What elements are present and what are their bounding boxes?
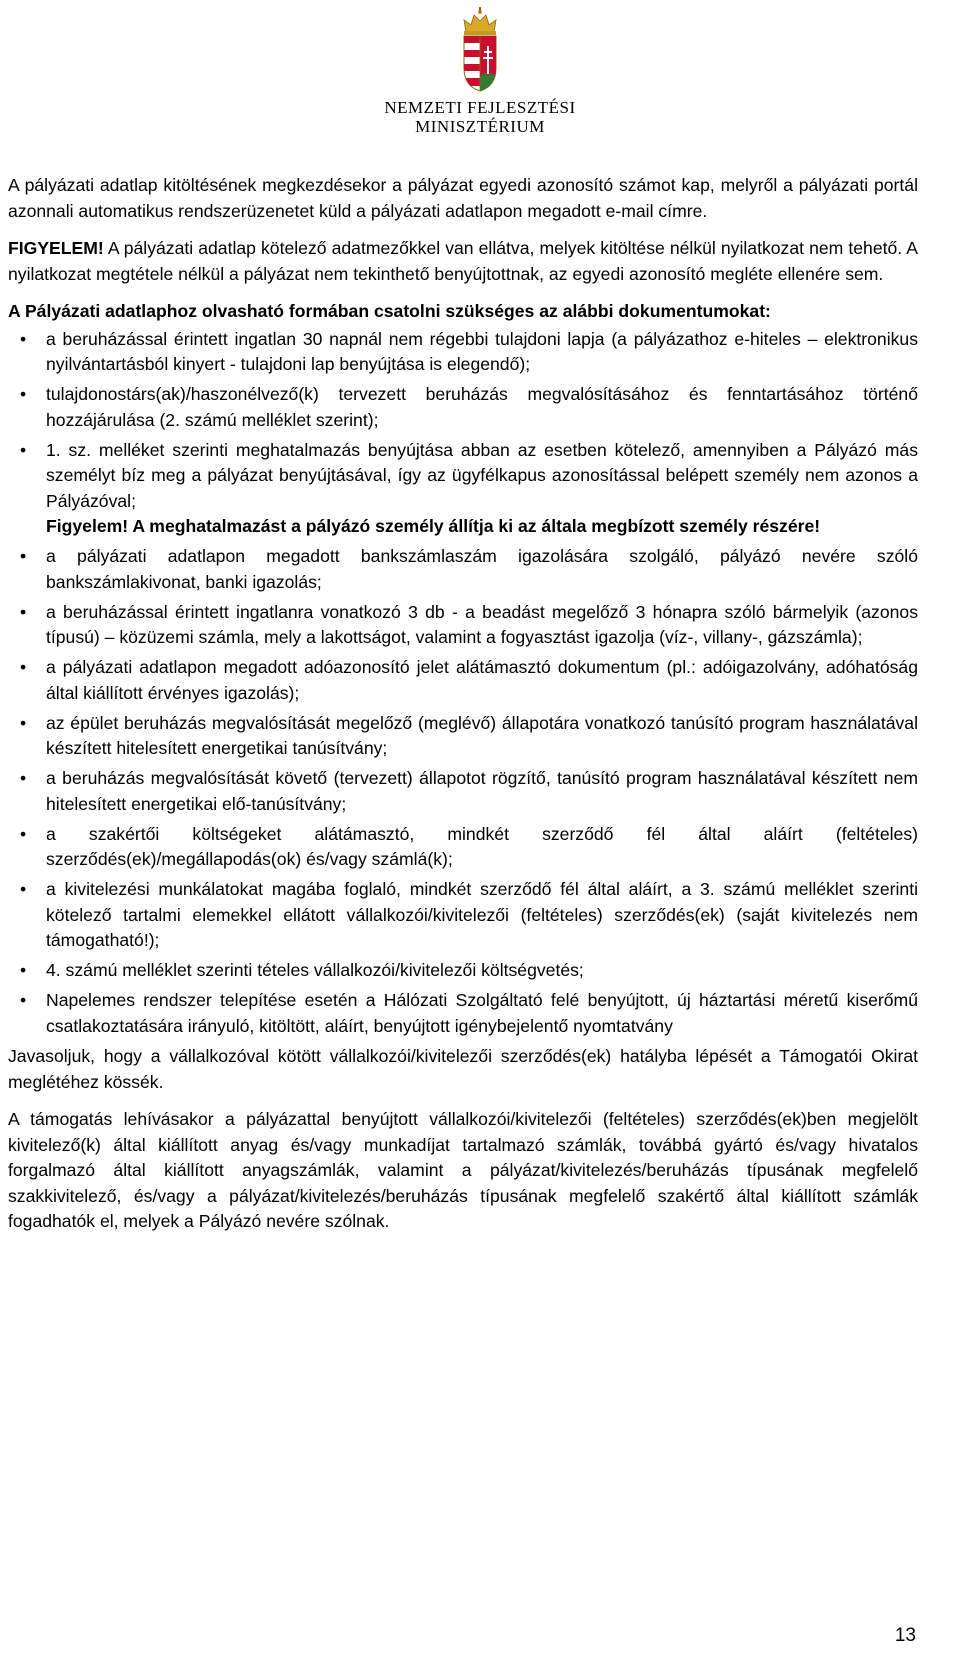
warning-text: A pályázati adatlap kötelező adatmezőkkel van ellátva, melyek kitöltése nélkül nyilatkozat nem tehető. A nyilatkozat megtétele nélkül a pályázat nem tekinthető benyújtottnak, az egyedi azonosító megléte ellenére sem. xyxy=(8,238,918,284)
list-item xyxy=(8,877,918,954)
document-body xyxy=(8,173,918,1235)
bullet-icon: • xyxy=(20,384,27,404)
list-item xyxy=(8,327,918,378)
bullet-icon: • xyxy=(20,439,27,460)
bullet-icon: • xyxy=(20,990,27,1010)
ministry-logo xyxy=(0,6,960,136)
list-item-text: a pályázati adatlapon megadott bankszámlaszám igazolására szolgáló, pályázó nevére szóló bankszámlakivonat, banki igazolás; xyxy=(46,546,918,592)
bullet-icon: • xyxy=(20,657,27,677)
bullet-icon: • xyxy=(20,879,27,899)
list-item xyxy=(8,766,918,817)
list-item-text: a beruházás megvalósítását követő (tervezett) állapotot rögzítő, tanúsító program használatával készített nem hitelesített energetikai elő-tanúsítvány; xyxy=(46,768,918,814)
list-item xyxy=(8,382,918,433)
paragraph-invoices: A támogatás lehívásakor a pályázattal benyújtott vállalkozói/kivitelezői (feltételes) szerződés(ek)ben megjelölt kivitelező(k) által kiállított anyag és/vagy munkadíjat tartalmazó számlák, továbbá gyártó és/vagy hivatalos forgalmazó által kiállított anyagszámlák, valamint a pályázat/kivitelezés/beruházás típusának megfelelő szakkivitelező, és/vagy a pályázat/kivitelezés/beruházás típusának megfelelő szakértő által kiállított számlák fogadhatók el, melyek a Pályázó nevére szólnak. xyxy=(8,1109,918,1231)
ministry-name xyxy=(0,98,960,136)
list-item-text: a pályázati adatlapon megadott adóazonosító jelet alátámasztó dokumentum (pl.: adóigazolvány, adóhatóság által kiállított érvényes igazolás); xyxy=(46,657,918,703)
bullet-icon: • xyxy=(20,960,27,980)
list-item xyxy=(8,655,918,706)
paragraph-warning xyxy=(8,236,918,287)
list-item xyxy=(8,711,918,762)
attachments-intro-text: A Pályázati adatlaphoz olvasható formában csatolni szükséges az alábbi dokumentumokat: xyxy=(8,301,771,321)
list-item-text: Napelemes rendszer telepítése esetén a Hálózati Szolgáltató felé benyújtott, új háztartási méretű kiserőmű csatlakoztatására irányuló, kitöltött, aláírt, benyújtott igénybejelentő nyomtatvány xyxy=(46,990,918,1036)
list-item-text: a beruházással érintett ingatlan 30 napnál nem régebbi tulajdoni lapja (a pályázathoz e-hiteles – elektronikus nyilvántartásból kinyert - tulajdoni lap benyújtása is elegendő); xyxy=(46,328,918,374)
list-item xyxy=(8,822,918,873)
ministry-name-line2: MINISZTÉRIUM xyxy=(415,117,545,136)
attachments-list xyxy=(8,327,918,1040)
bullet-icon: • xyxy=(20,328,27,349)
list-item-text: 4. számú melléklet szerinti tételes vállalkozói/kivitelezői költségvetés; xyxy=(46,960,584,980)
list-item-text: az épület beruházás megvalósítását megelőző (meglévő) állapotára vonatkozó tanúsító program használatával készített hitelesített energetikai tanúsítvány; xyxy=(46,712,918,758)
paragraph-attachments-intro xyxy=(8,299,918,325)
list-item xyxy=(8,988,918,1039)
bullet-icon: • xyxy=(20,546,27,566)
warning-label: FIGYELEM! xyxy=(8,238,104,258)
bullet-icon: • xyxy=(20,712,27,733)
list-item-text: a kivitelezési munkálatokat magába foglaló, mindkét szerződő fél által aláírt, a 3. számú melléklet szerinti kötelező tartalmi elemekkel ellátott vállalkozói/kivitelezői (feltételes) szerződés(ek) (saját kivitelezés nem támogatható!); xyxy=(46,879,918,950)
bullet-icon: • xyxy=(20,768,27,788)
paragraph-recommendation: Javasoljuk, hogy a vállalkozóval kötött vállalkozói/kivitelezői szerződés(ek) hatályba lépését a Támogatói Okirat meglétéhez kössék. xyxy=(8,1046,918,1092)
hungarian-coat-of-arms-icon xyxy=(458,6,502,92)
ministry-name-line1: NEMZETI FEJLESZTÉSI xyxy=(384,98,576,117)
page-number: 13 xyxy=(894,1625,916,1646)
paragraph-intro: A pályázati adatlap kitöltésének megkezdésekor a pályázat egyedi azonosító számot kap, melyről a pályázati portál azonnali automatikus rendszerüzenetet küld a pályázati adatlapon megadott e-mail címre. xyxy=(8,175,918,221)
bullet-icon: • xyxy=(20,601,27,622)
list-item-text: a beruházással érintett ingatlanra vonatkozó 3 db - a beadást megelőző 3 hónapra szóló bármelyik (azonos típusú) – közüzemi számla, mely a lakottságot, valamint a fogyasztást igazolja (víz-, villany-, gázszámla); xyxy=(46,601,918,647)
list-item xyxy=(8,600,918,651)
list-item-note: Figyelem! A meghatalmazást a pályázó személy állítja ki az általa megbízott személy részére! xyxy=(46,516,821,536)
list-item xyxy=(8,544,918,595)
list-item xyxy=(8,958,918,984)
bullet-icon: • xyxy=(20,823,27,844)
list-item-text: tulajdonostárs(ak)/haszonélvező(k) tervezett beruházás megvalósításához és fenntartásához történő hozzájárulása (2. számú melléklet szerint); xyxy=(46,384,918,430)
list-item-text: a szakértői költségeket alátámasztó, mindkét szerződő fél által aláírt (feltételes) szerződés(ek)/megállapodás(ok) és/vagy számlá(k); xyxy=(46,823,918,869)
list-item-text: 1. sz. melléket szerinti meghatalmazás benyújtása abban az esetben kötelező, amennyiben a Pályázó más személyt bíz meg a pályázat benyújtásával, így az ügyfélkapus azonosítással belépett személy nem azonos a Pályázóval; xyxy=(46,439,918,511)
list-item xyxy=(8,438,918,540)
